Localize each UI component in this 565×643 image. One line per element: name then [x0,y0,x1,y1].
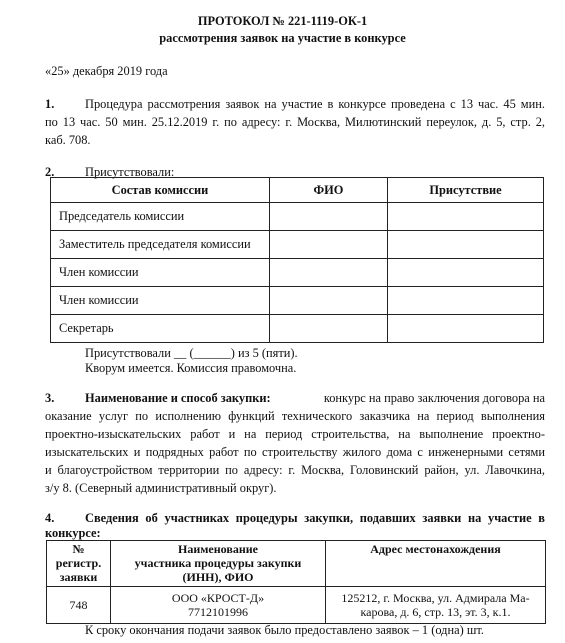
section3-line3: проектно-изыскательских работ и на период строительства, на выполнение проектно- [45,427,545,441]
member-name-cell [270,287,388,315]
table-row [51,203,544,231]
commission-table [50,177,544,343]
header-text: (ИНН), ФИО [182,570,254,584]
attendance-line: Присутствовали __ (______) из 5 (пяти). [85,346,298,360]
quorum-line: Кворум имеется. Комиссия правомочна. [85,361,297,375]
section3-line2: оказание услуг по исполнению функций технического заказчика на период выполнения [45,409,545,423]
column-header-registration-number [47,541,111,587]
section1-line3: каб. 708. [45,133,91,147]
participant-address-cell [326,587,546,624]
section1-line1: Процедура рассмотрения заявок на участие в конкурсе проведена с 13 час. 45 мин. [85,97,545,111]
participant-name: ООО «КРОСТ-Д» [171,591,265,605]
section3-line4: изыскательских и подрядных работ по строительству жилого дома с инженерными сетями [45,445,545,459]
member-name-cell [270,315,388,343]
member-presence-cell [388,287,544,315]
member-name-cell [270,231,388,259]
participant-inn: 7712101996 [188,605,248,619]
table-row [47,587,546,624]
section4-line1: Сведения об участниках процедуры закупки, подавших заявки на участие в [85,511,545,525]
header-text: № [72,542,85,556]
header-text: регистр. [55,556,102,570]
document-subtitle: рассмотрения заявок на участие в конкурсе [159,31,406,45]
participants-table [46,540,546,624]
member-name-cell [270,259,388,287]
section2-number: 2. [45,165,55,179]
participant-cell [111,587,326,624]
header-text: участника процедуры закупки [134,556,302,570]
address-line: карова, д. 6, стр. 13, эт. 3, к.1. [360,605,511,619]
member-role: Заместитель председателя комиссии [51,231,270,259]
section4-number: 4. [45,511,55,525]
member-role: Член комиссии [51,259,270,287]
table-row [51,259,544,287]
section1-number: 1. [45,97,55,111]
section3-line1: конкурс на право заключения договора на [323,391,545,405]
member-presence-cell [388,231,544,259]
member-role: Секретарь [51,315,270,343]
header-text: Наименование [178,542,258,556]
document-title: ПРОТОКОЛ № 221-1119-ОК-1 [197,14,368,28]
member-role: Член комиссии [51,287,270,315]
participants-table-header [47,541,546,587]
member-presence-cell [388,203,544,231]
column-header-name: ФИО [270,178,388,203]
column-header-presence: Присутствие [388,178,544,203]
member-role: Председатель комиссии [51,203,270,231]
registration-number: 748 [47,587,111,624]
section3-line1-wrap [85,391,545,406]
address-line: 125212, г. Москва, ул. Адмирала Ма- [341,591,530,605]
member-presence-cell [388,259,544,287]
table-row [51,315,544,343]
section3-line5: и благоустройством территории по адресу: г. Москва, Головинский район, ул. Лавочкина, [45,463,545,477]
section3-label: Наименование и способ закупки: [85,391,271,405]
table-row [51,231,544,259]
section1-line2: по 13 час. 50 мин. 25.12.2019 г. по адресу: г. Москва, Милютинский переулок, д. 5, стр. 2, [45,115,545,129]
commission-table-header [51,178,544,203]
column-header-address: Адрес местонахождения [326,541,546,587]
column-header-composition: Состав комиссии [51,178,270,203]
member-presence-cell [388,315,544,343]
section3-number: 3. [45,391,55,405]
member-name-cell [270,203,388,231]
header-text: заявки [59,570,98,584]
section4-line2: конкурсе: [45,526,101,540]
section3-line6: з/у 8. (Северный административный округ). [45,481,277,495]
document-date: «25» декабря 2019 года [45,64,168,78]
submissions-footer: К сроку окончания подачи заявок было предоставлено заявок – 1 (одна) шт. [85,623,484,637]
column-header-participant-name [111,541,326,587]
section2-heading: Присутствовали: [85,165,175,179]
table-row [51,287,544,315]
